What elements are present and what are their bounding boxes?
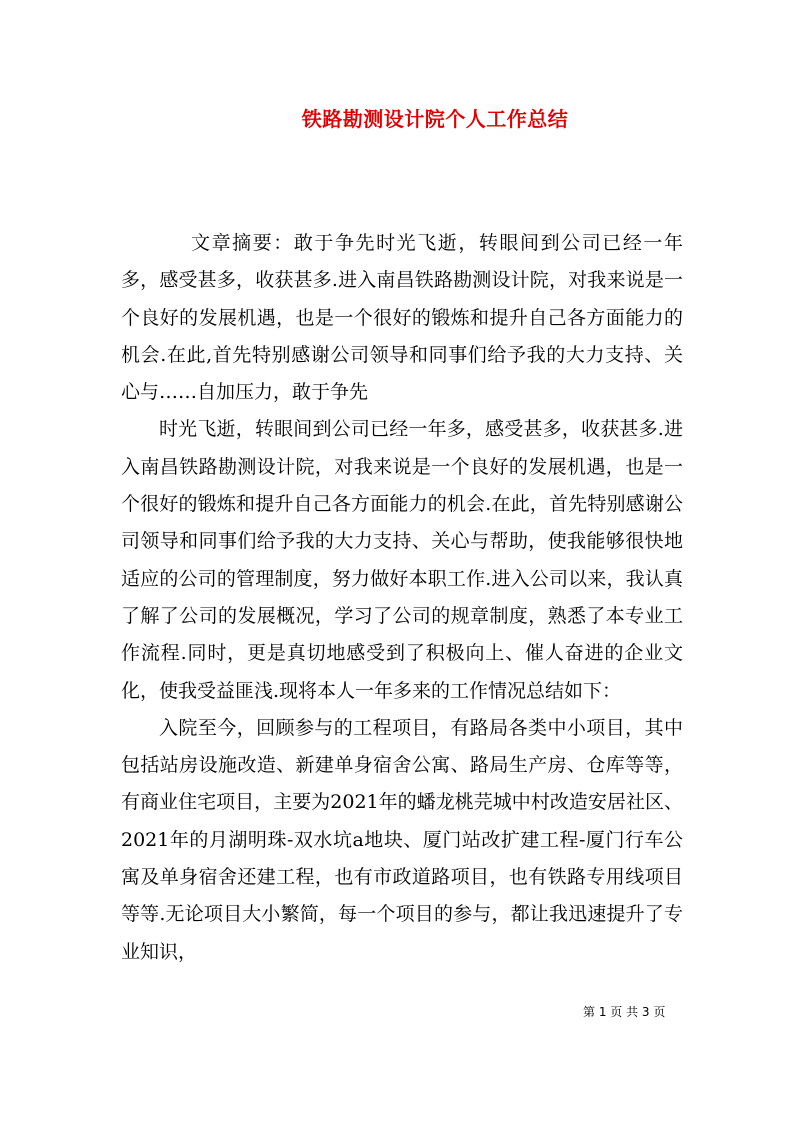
document-body <box>121 225 683 971</box>
page-title: 铁路勘测设计院个人工作总结 <box>301 107 569 131</box>
page-number-footer: 第 1 页 共 3 页 <box>583 1005 666 1019</box>
abstract-paragraph: 文章摘要：敢于争先时光飞逝，转眼间到公司已经一年多，感受甚多，收获甚多.进入南昌铁路勘测设计院，对我来说是一个良好的发展机遇，也是一个很好的锻炼和提升自己各方面能力的机会.在此,首先特别感谢公司领导和同事们给予我的大力支持、关心与……自加压力，敢于争先 <box>121 232 683 404</box>
body-paragraph: 时光飞逝，转眼间到公司已经一年多，感受甚多，收获甚多.进入南昌铁路勘测设计院，对我来说是一个良好的发展机遇，也是一个很好的锻炼和提升自己各方面能力的机会.在此，首先特别感谢公司领导和同事们给予我的大力支持、关心与帮助，使我能够很快地适应的公司的管理制度，努力做好本职工作.进入公司以来，我认真了解了公司的发展概况，学习了公司的规章制度，熟悉了本专业工作流程.同时，更是真切地感受到了积极向上、催人奋进的企业文化，使我受益匪浅.现将本人一年多来的工作情况总结如下： <box>121 418 683 702</box>
body-paragraph: 入院至今，回顾参与的工程项目，有路局各类中小项目，其中包括站房设施改造、新建单身宿舍公寓、路局生产房、仓库等等，有商业住宅项目，主要为2021年的蟠龙桃芫城中村改造安居社区、2021年的月湖明珠-双水坑a地块、厦门站改扩建工程-厦门行车公寓及单身宿舍还建工程，也有市政道路项目，也有铁路专用线项目等等.无论项目大小繁简，每一个项目的参与，都让我迅速提升了专业知识， <box>121 716 683 963</box>
